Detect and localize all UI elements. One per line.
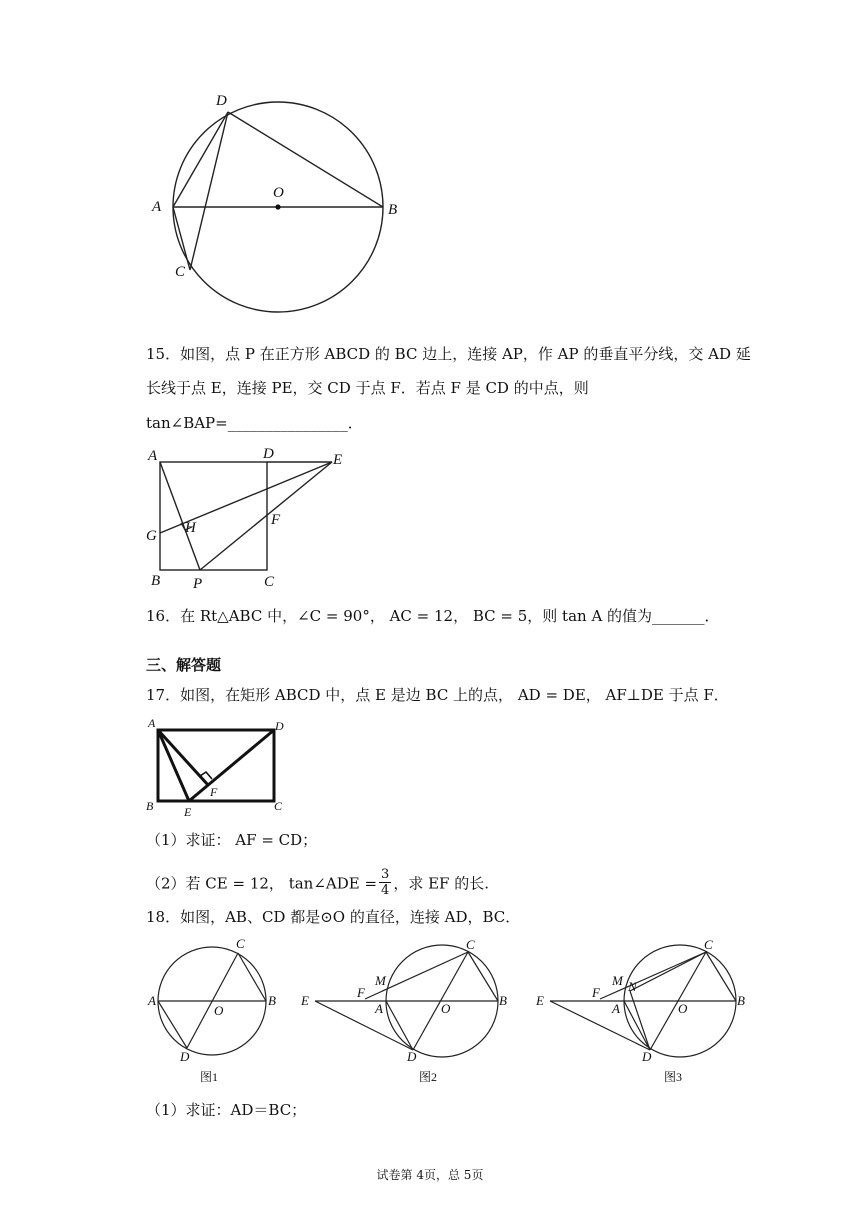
square-abcd <box>160 462 267 570</box>
q17-fraction <box>379 867 391 898</box>
label-c: C <box>704 937 713 952</box>
label-c: C <box>175 264 186 280</box>
label-e: E <box>536 993 544 1008</box>
q18-part1: （1）求证：AD＝BC； <box>146 1101 307 1119</box>
segment-bc <box>706 952 736 1001</box>
label-f: F <box>592 985 600 1000</box>
label-a: A <box>148 448 158 464</box>
label-h: H <box>185 520 196 536</box>
label-c: C <box>466 937 475 952</box>
q17-stem: 17．如图，在矩形 ABCD 中，点 E 是边 BC 上的点， AD = DE， AF⊥DE 于点 F． <box>146 686 729 704</box>
segment-pe <box>200 462 332 570</box>
segment-ed <box>550 1001 650 1050</box>
segment-ad <box>158 1001 187 1048</box>
q17-part2 <box>146 867 489 898</box>
q17-part1: （1）求证： AF = CD； <box>146 831 318 849</box>
label-d: D <box>642 1049 652 1064</box>
label-f: F <box>271 512 281 528</box>
q15-square-figure <box>140 442 360 592</box>
label-e: E <box>333 452 343 468</box>
q18-figure-3 <box>530 935 755 1085</box>
segment-ae <box>158 730 189 801</box>
segment-af <box>158 730 208 785</box>
label-f: F <box>357 985 365 1000</box>
segment-ed <box>315 1001 413 1050</box>
q16-text: 16．在 Rt△ABC 中，∠C = 90°， AC = 12， BC = 5，则 tan A 的值为_______． <box>146 607 720 625</box>
q14-circle-figure <box>140 80 420 330</box>
label-e: E <box>301 993 309 1008</box>
label-b: B <box>737 993 745 1008</box>
label-a: A <box>148 716 156 730</box>
label-o: O <box>441 1001 451 1016</box>
label-a: A <box>612 1001 620 1016</box>
label-d: D <box>216 93 227 109</box>
label-o: O <box>678 1001 688 1016</box>
q18-stem: 18．如图，AB、CD 都是⊙O 的直径，连接 AD，BC． <box>146 908 521 926</box>
segment-db <box>228 112 383 207</box>
label-o: O <box>214 1003 224 1018</box>
label-n: N <box>628 979 637 994</box>
q17-rectangle-figure <box>140 710 290 822</box>
label-m: M <box>375 973 386 988</box>
label-a: A <box>375 1001 383 1016</box>
q18-figure-1 <box>140 935 290 1085</box>
section-title: 三、解答题 <box>146 656 222 674</box>
label-f: F <box>210 785 218 799</box>
segment-dc <box>190 112 228 270</box>
label-o: O <box>273 185 284 201</box>
segment-ac <box>173 207 190 270</box>
label-b: B <box>268 993 276 1008</box>
label-d: D <box>407 1049 417 1064</box>
center-dot <box>275 204 280 209</box>
q15-line1: 15．如图，点 P 在正方形 ABCD 的 BC 边上，连接 AP，作 AP 的垂直平分线，交 AD 延 <box>146 345 751 363</box>
segment-ad <box>624 1001 650 1050</box>
figure-2-caption: 图2 <box>419 1070 438 1084</box>
label-e: E <box>184 805 192 819</box>
q15-line2: 长线于点 E，连接 PE，交 CD 于点 F．若点 F 是 CD 的中点，则 <box>146 379 589 397</box>
label-d: D <box>275 719 284 733</box>
label-b: B <box>151 573 161 589</box>
label-p: P <box>193 576 203 592</box>
segment-ap <box>160 462 200 570</box>
page-footer: 试卷第 4页，总 5页 <box>376 1168 484 1182</box>
label-m: M <box>612 973 623 988</box>
segment-ad <box>173 112 228 207</box>
q17-fraction-num: 3 <box>381 867 390 882</box>
segment-bc <box>238 953 266 1001</box>
q15-line3: tan∠BAP=________________． <box>146 414 363 432</box>
label-d: D <box>180 1049 190 1064</box>
figure-1-caption: 图1 <box>200 1070 219 1084</box>
label-c: C <box>264 574 275 590</box>
segment-ed <box>189 730 274 801</box>
figure-3-caption: 图3 <box>664 1070 683 1084</box>
label-a: A <box>148 993 156 1008</box>
label-c: C <box>236 936 245 951</box>
label-a: A <box>152 199 162 215</box>
q17-part2-pre: （2）若 CE = 12， tan∠ADE = <box>146 874 378 893</box>
label-b: B <box>146 799 154 813</box>
q17-part2-post: ，求 EF 的长. <box>393 874 489 893</box>
q18-figure-2 <box>295 935 520 1085</box>
q17-fraction-den: 4 <box>381 883 390 898</box>
label-g: G <box>146 528 157 544</box>
segment-bc <box>468 952 498 1001</box>
label-d: D <box>263 446 274 462</box>
label-b: B <box>388 202 398 218</box>
label-c: C <box>274 799 283 813</box>
label-b: B <box>499 993 507 1008</box>
